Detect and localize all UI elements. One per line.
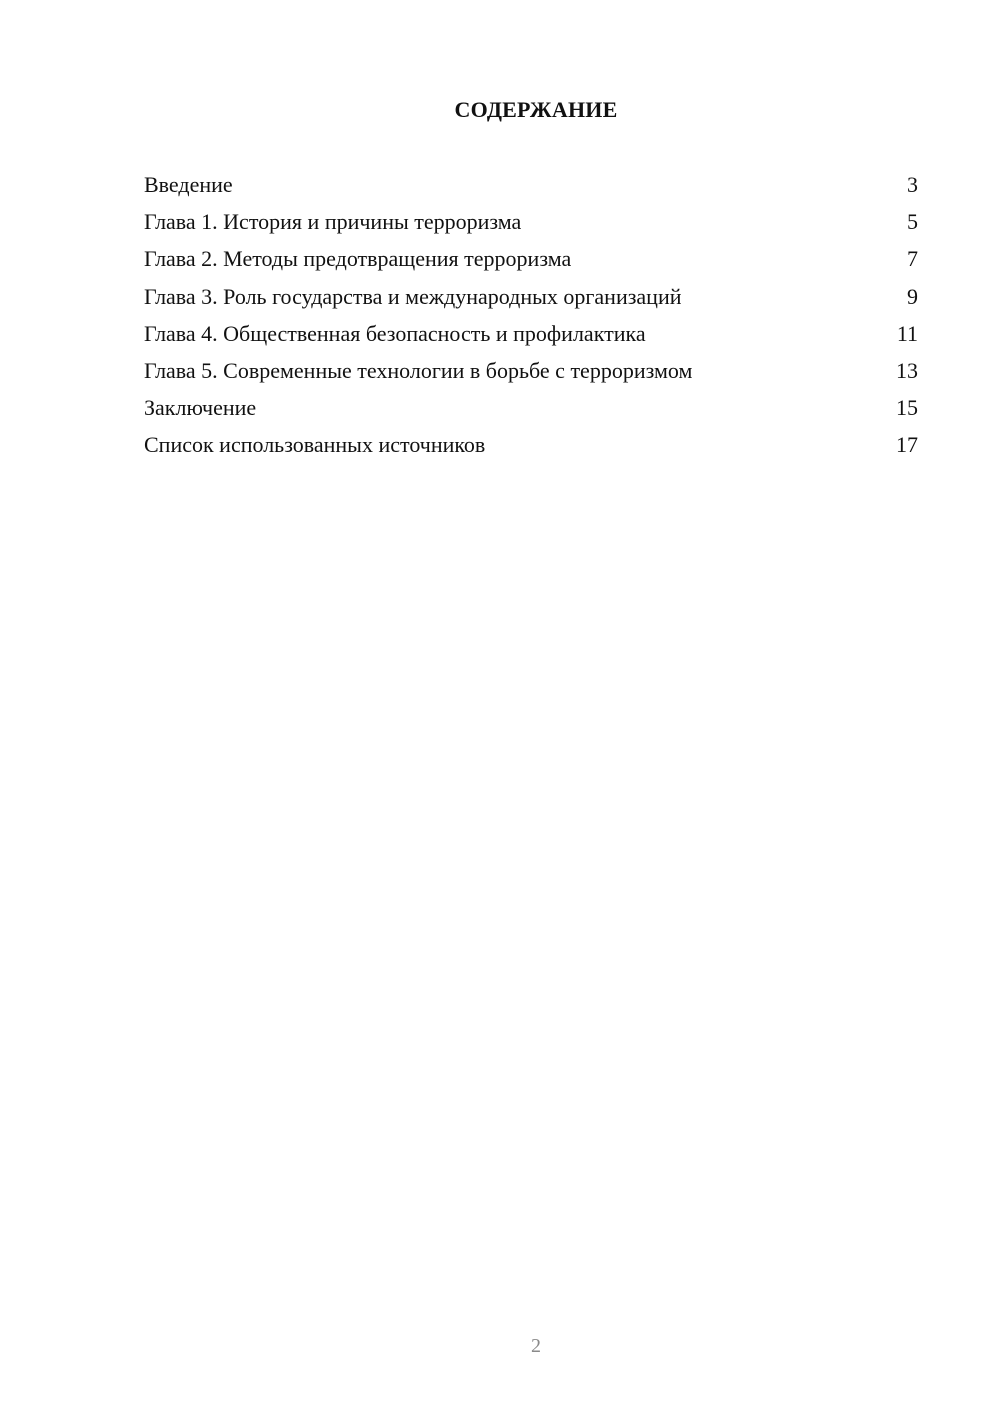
toc-entry-title: Введение xyxy=(144,172,233,197)
table-of-contents xyxy=(144,168,918,466)
toc-entry-title: Глава 4. Общественная безопасность и профилактика xyxy=(144,320,646,346)
toc-entry-title: Глава 5. Современные технологии в борьбе с терроризмом xyxy=(144,357,693,383)
toc-entry-chapter-4 xyxy=(144,317,918,354)
toc-heading: СОДЕРЖАНИЕ xyxy=(454,97,618,122)
toc-entry-chapter-2 xyxy=(144,242,918,279)
toc-entry-chapter-3 xyxy=(144,280,918,317)
toc-entry-title: Глава 2. Методы предотвращения терроризма xyxy=(144,246,572,272)
toc-entry-page: 9 xyxy=(907,283,918,309)
toc-entry-title: Глава 3. Роль государства и международных организаций xyxy=(144,283,682,309)
toc-entry-title: Глава 1. История и причины терроризма xyxy=(144,209,522,235)
toc-entry-page: 11 xyxy=(896,320,918,346)
toc-entry-chapter-5 xyxy=(144,354,918,391)
toc-entry-page: 7 xyxy=(907,246,918,272)
toc-entry-page: 3 xyxy=(907,172,918,197)
toc-entry-introduction xyxy=(144,168,918,205)
toc-entry-page: 5 xyxy=(907,209,918,235)
toc-entry-page: 15 xyxy=(896,395,918,421)
toc-entry-title: Список использованных источников xyxy=(144,432,486,458)
toc-entry-page: 17 xyxy=(896,432,918,458)
toc-entry-title: Заключение xyxy=(144,395,257,421)
toc-entry-references xyxy=(144,428,918,465)
toc-entry-chapter-1 xyxy=(144,205,918,242)
page-number: 2 xyxy=(531,1335,541,1357)
toc-entry-conclusion xyxy=(144,391,918,428)
toc-entry-page: 13 xyxy=(896,357,918,383)
